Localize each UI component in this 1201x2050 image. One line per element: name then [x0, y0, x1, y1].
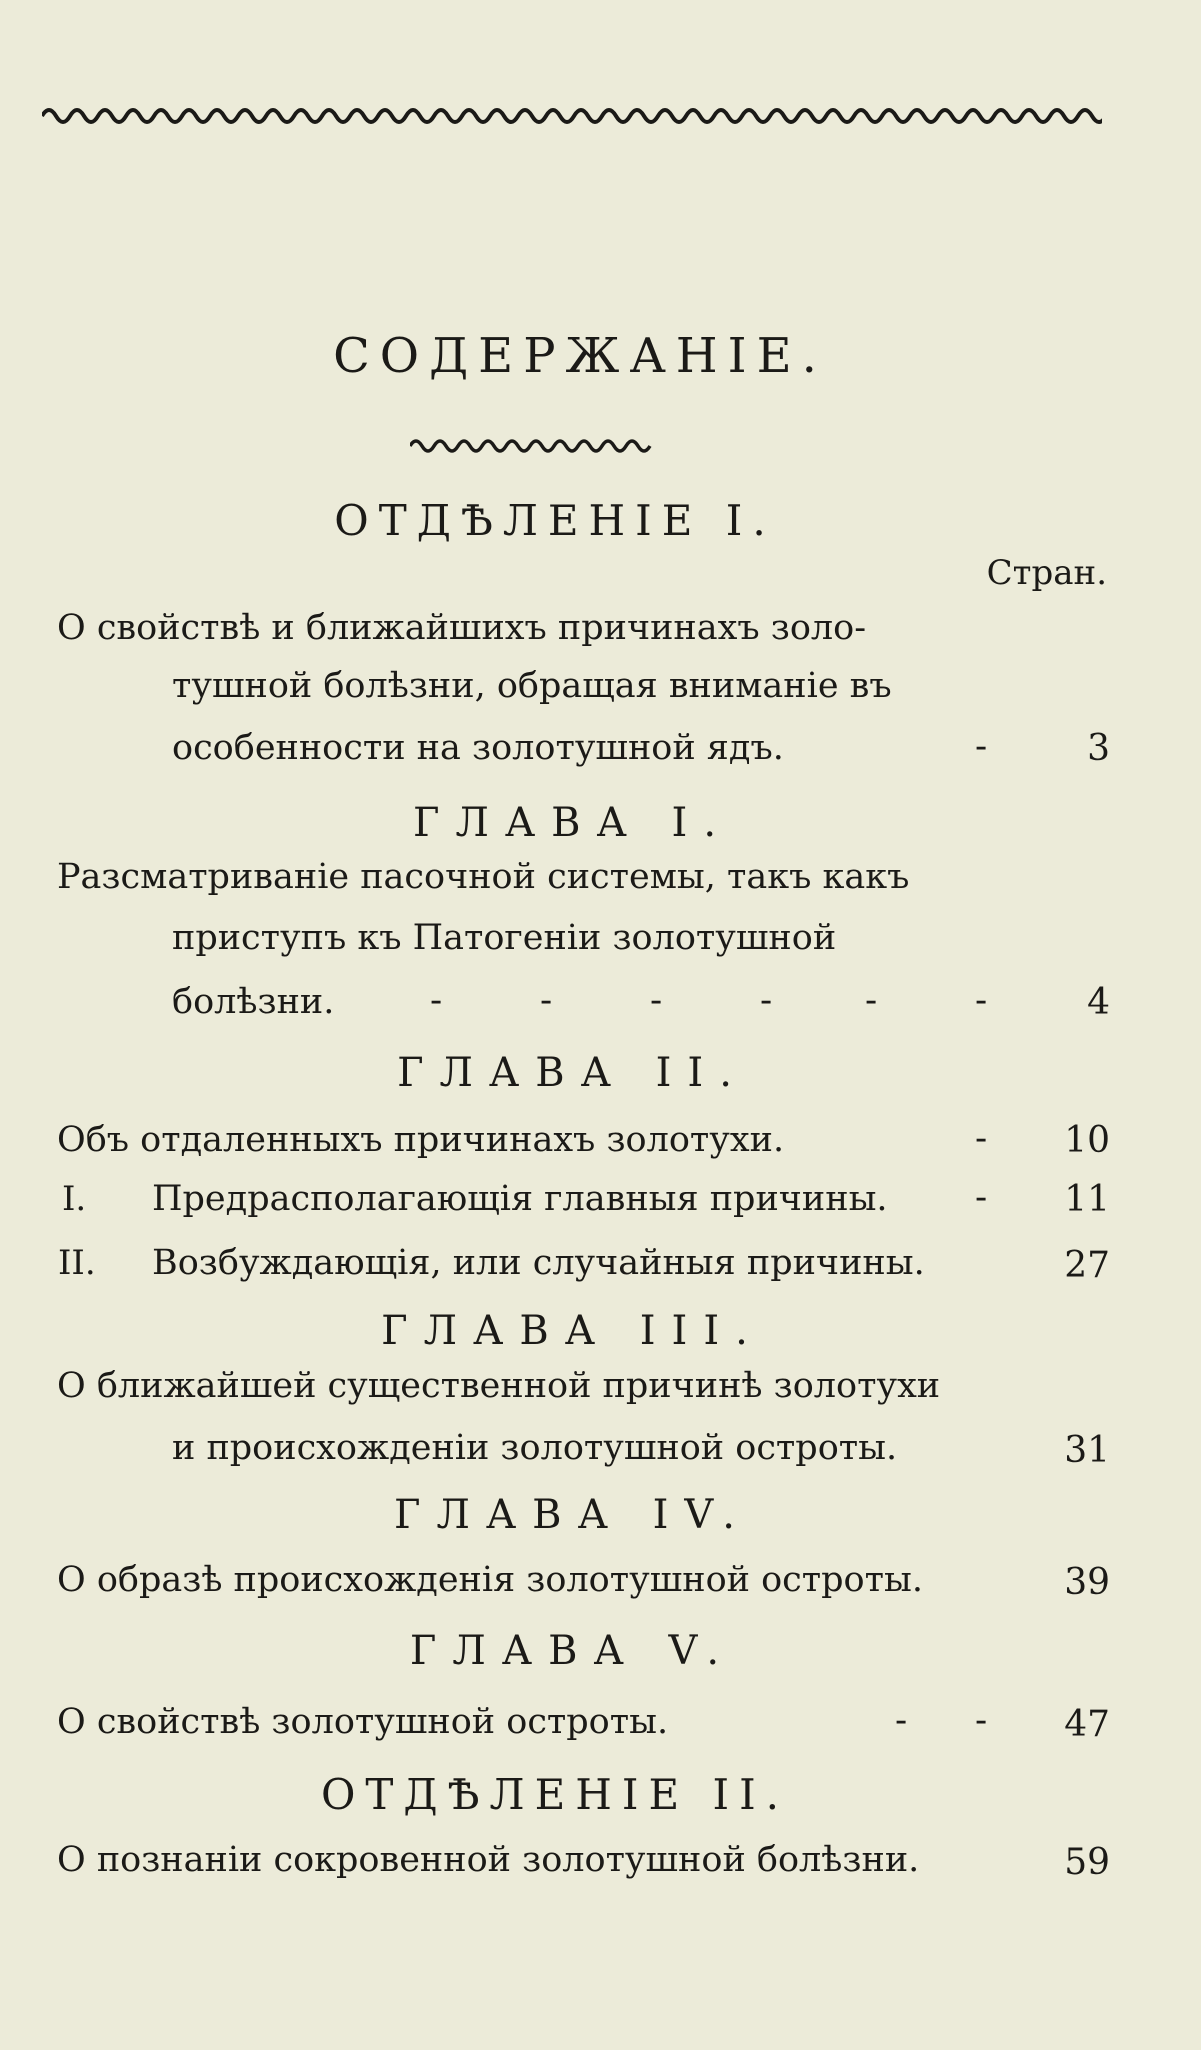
chapter-5-heading: ГЛАВА V. [409, 1628, 736, 1674]
contents-title: СОДЕРЖАНІЕ. [333, 328, 827, 384]
top-wavy-rule [42, 96, 1102, 128]
chapter-3-line-2: и происхожденіи золотушной остроты. [172, 1428, 898, 1468]
section-1-line-2: тушной болѣзни, обращая вниманіе въ [172, 666, 892, 706]
chapter-3-heading: ГЛАВА III. [381, 1308, 764, 1354]
chapter-1-heading: ГЛАВА I. [412, 800, 733, 846]
chapter-5-page: 47 [1064, 1704, 1110, 1745]
chapter-4-heading: ГЛАВА IV. [394, 1492, 751, 1538]
chapter-2-item-1-text: Предрасполагающія главныя причины. [152, 1179, 888, 1219]
leader-dash: - [865, 980, 878, 1021]
chapter-2-page: 10 [1064, 1120, 1110, 1161]
leader-dash: - [975, 1700, 988, 1741]
chapter-1-line-3: болѣзни. [172, 982, 335, 1022]
section-1-line-1: О свойствѣ и ближайшихъ причинахъ золо- [57, 608, 867, 648]
leader-dash: - [975, 1118, 988, 1159]
title-wavy-rule [410, 433, 660, 455]
chapter-2-item-2-text: Возбуждающія, или случайныя причины. [152, 1243, 925, 1283]
page-column-label: Стран. [986, 553, 1107, 593]
section-2-heading: ОТДѢЛЕНІЕ II. [320, 1770, 790, 1819]
leader-dash: - [895, 1700, 908, 1741]
chapter-1-line-2: приступъ къ Патогеніи золотушной [172, 918, 837, 958]
section-2-line: О познаніи сокровенной золотушной болѣзни. [57, 1840, 920, 1880]
leader-dash: - [650, 980, 663, 1021]
leader-dash: - [975, 1177, 988, 1218]
chapter-1-line-1: Разсматриваніе пасочной системы, такъ какъ [57, 857, 910, 897]
chapter-5-line: О свойствѣ золотушной остроты. [57, 1702, 669, 1742]
chapter-2-line: Объ отдаленныхъ причинахъ золотухи. [57, 1120, 785, 1160]
chapter-2-item-2-page: 27 [1064, 1245, 1110, 1286]
chapter-2-item-1-num: I. [62, 1179, 87, 1219]
chapter-2-heading: ГЛАВА II. [397, 1050, 748, 1096]
section-1-heading: ОТДѢЛЕНІЕ I. [334, 496, 776, 545]
chapter-4-line: О образѣ происхожденія золотушной остроты. [57, 1560, 923, 1600]
chapter-2-item-2-num: II. [58, 1243, 96, 1283]
chapter-2-item-1-page: 11 [1064, 1179, 1110, 1220]
leader-dash: - [760, 980, 773, 1021]
section-2-page: 59 [1064, 1842, 1110, 1883]
section-1-line-3: особенности на золотушной ядъ. [172, 728, 784, 768]
chapter-3-page: 31 [1064, 1430, 1110, 1471]
chapter-1-page: 4 [1087, 982, 1110, 1023]
section-1-page: 3 [1087, 728, 1110, 769]
leader-dash: - [430, 980, 443, 1021]
chapter-3-line-1: О ближайшей существенной причинѣ золотухи [57, 1366, 941, 1406]
leader-dash: - [975, 726, 988, 767]
leader-dash: - [540, 980, 553, 1021]
leader-dash: - [975, 980, 988, 1021]
chapter-4-page: 39 [1064, 1562, 1110, 1603]
